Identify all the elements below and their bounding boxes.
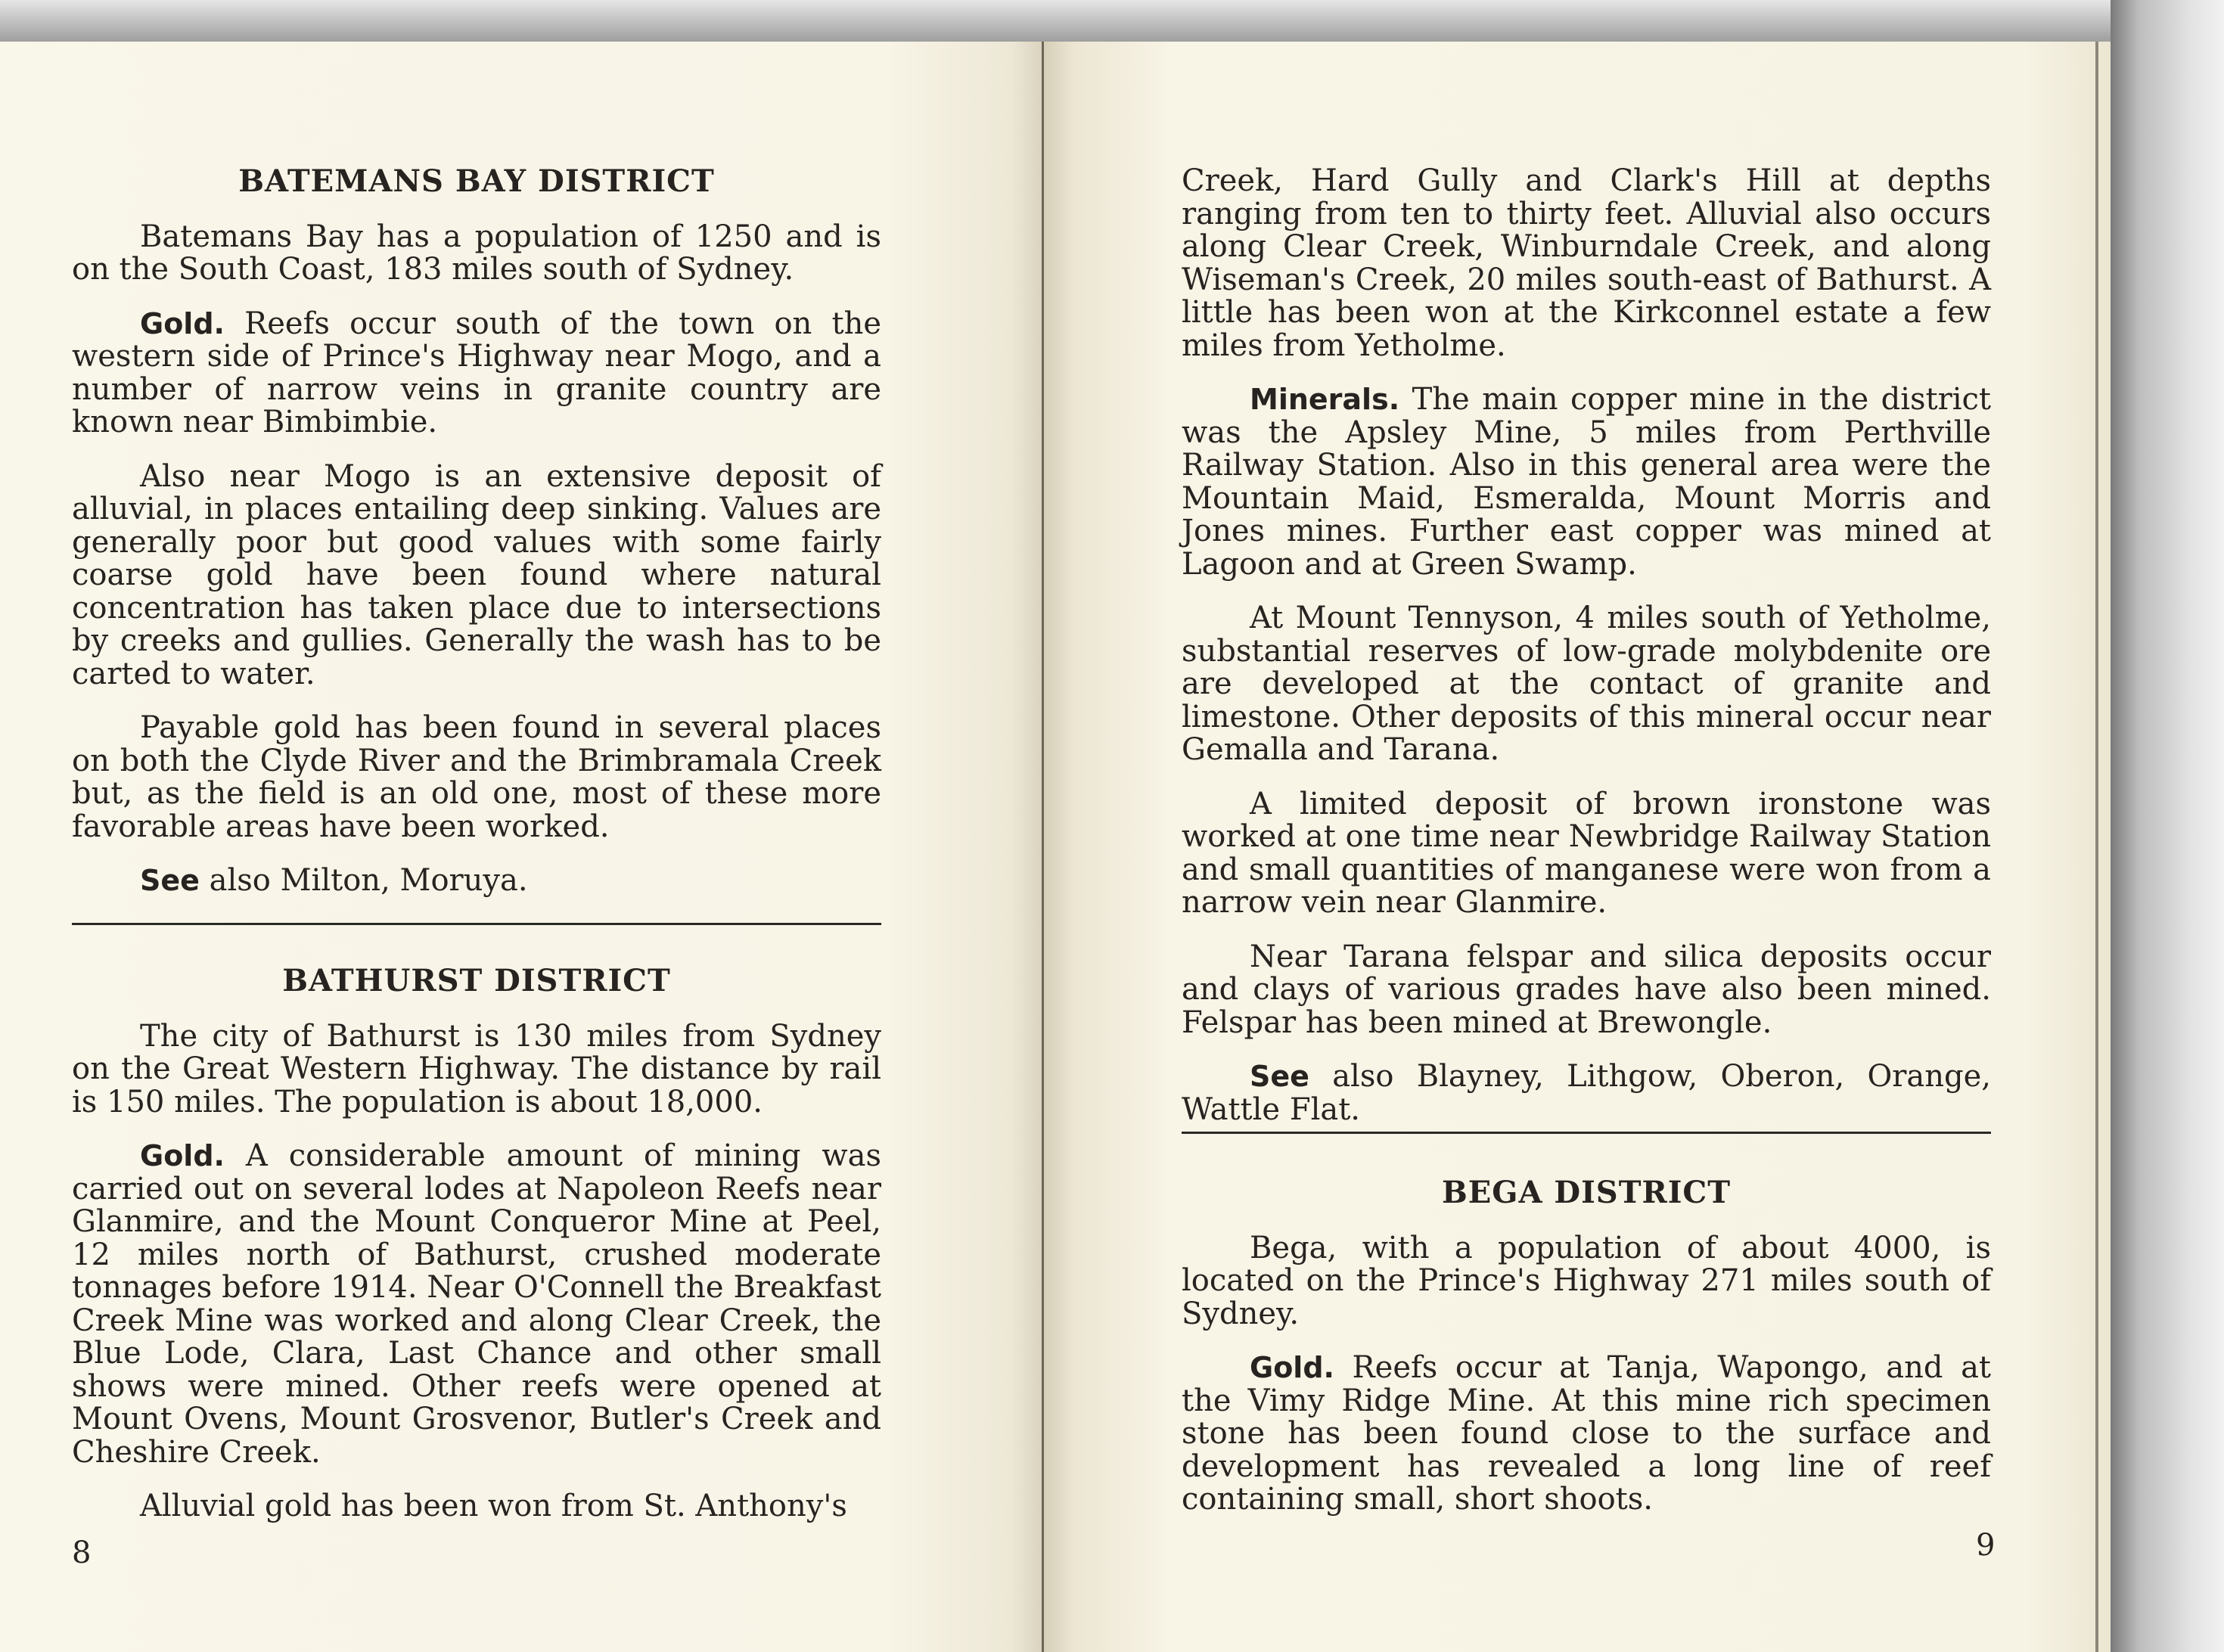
batemans-gold-paragraph: [72, 308, 881, 439]
gold-text: Reefs occur at Tanja, Wapongo, and at the Vimy Ridge Mine. At this mine rich specimen stone has been found close to the surface and development has revealed a long line of reef containing small, short shoots.: [1182, 1350, 1991, 1517]
section-heading-batemans-bay: BATEMANS BAY DISTRICT: [238, 163, 715, 199]
gold-lead: Gold.: [140, 306, 225, 340]
gold-lead: Gold.: [140, 1139, 225, 1172]
scanner-top-edge: [0, 0, 2224, 42]
bathurst-ironstone-paragraph: A limited deposit of brown ironstone was worked at one time near Newbridge Railway Station and small quantities of manganese were won from a narrow vein near Glanmire.: [1182, 786, 1991, 920]
bathurst-alluvial-paragraph: Alluvial gold has been won from St. Anthony's: [140, 1489, 847, 1523]
book-gutter: [1042, 42, 1044, 1652]
bathurst-intro: The city of Bathurst is 130 miles from Sydney on the Great Western Highway. The distance by rail is 150 miles. The population is about 18,000.: [72, 1018, 881, 1119]
bathurst-tennyson-paragraph: At Mount Tennyson, 4 miles south of Yetholme, substantial reserves of low-grade molybdenite ore are developed at the contact of granite and limestone. Other deposits of this mineral occur near Gemalla and Tarana.: [1182, 601, 1991, 767]
gold-text: A considerable amount of mining was carried out on several lodes at Napoleon Reefs near Glanmire, and the Mount Conqueror Mine at Peel, 12 miles north of Bathurst, crushed moderate tonnages before 1914. Near O'Connell the Breakfast Creek Mine was worked and along Clear Creek, the Blue Lode, Clara, Last Chance and other small shows were mined. Other reefs were opened at Mount Ovens, Mount Grosvenor, Butler's Creek and Cheshire Creek.: [72, 1138, 881, 1470]
batemans-mogo-paragraph: Also near Mogo is an extensive deposit of alluvial, in places entailing deep sinking. Values are generally poor but good values with some fairly coarse gold have been found where natural concentration has taken place due to intersections by creeks and gullies. Generally the wash has to be carted to water.: [72, 458, 881, 691]
batemans-intro: Batemans Bay has a population of 1250 and is on the South Coast, 183 miles south of Sydney.: [72, 219, 881, 287]
bathurst-minerals-paragraph: [1182, 384, 1991, 581]
bathurst-alluvial-continued: Creek, Hard Gully and Clark's Hill at depths ranging from ten to thirty feet. Alluvial also occurs along Clear Creek, Winburndale Creek, and along Wiseman's Creek, 20 miles south-east of Bathurst. A little has been won at the Kirkconnel estate a few miles from Yetholme.: [1182, 163, 1991, 363]
bathurst-section: [72, 964, 881, 1545]
page-number-right: 9: [1976, 1528, 1996, 1563]
minerals-lead: Minerals.: [1250, 383, 1400, 416]
page-number-left: 8: [72, 1536, 92, 1570]
batemans-bay-section: [72, 165, 881, 919]
bathurst-continued-section: [1182, 165, 1991, 1147]
see-text: also Blayney, Lithgow, Oberon, Orange, Wattle Flat.: [1182, 1059, 1991, 1127]
bega-section: [1182, 1176, 1991, 1538]
see-lead: See: [140, 864, 200, 897]
gold-text: Reefs occur south of the town on the western side of Prince's Highway near Mogo, and a number of narrow veins in granite country are known near Bimbimbie.: [72, 306, 881, 439]
bega-intro: Bega, with a population of about 4000, is located on the Prince's Highway 271 miles south of Sydney.: [1182, 1230, 1991, 1331]
bega-gold-paragraph: [1182, 1352, 1991, 1517]
gold-lead: Gold.: [1250, 1351, 1334, 1384]
scanner-right-edge: [2111, 0, 2224, 1652]
batemans-payable-paragraph: Payable gold has been found in several places on both the Clyde River and the Brimbramala Creek but, as the field is an old one, most of these more favorable areas have been worked.: [72, 710, 881, 844]
page-edge: [2095, 42, 2098, 1652]
see-text: also Milton, Moruya.: [199, 863, 528, 898]
section-divider: [72, 923, 881, 925]
section-heading-bega: BEGA DISTRICT: [1441, 1175, 1732, 1210]
see-lead: See: [1250, 1060, 1309, 1093]
section-divider: [1182, 1132, 1991, 1134]
batemans-see-also: [72, 865, 881, 898]
section-heading-bathurst: BATHURST DISTRICT: [282, 963, 671, 998]
bathurst-felspar-paragraph: Near Tarana felspar and silica deposits occur and clays of various grades have also been mined. Felspar has been mined at Brewongle.: [1182, 939, 1991, 1040]
bathurst-see-also: [1182, 1060, 1991, 1126]
bathurst-gold-paragraph: [72, 1140, 881, 1469]
minerals-text: The main copper mine in the district was the Apsley Mine, 5 miles from Perthville Railway Station. Also in this general area were the Mountain Maid, Esmeralda, Mount Morris and Jones mines. Further east copper was mined at Lagoon and at Green Swamp.: [1182, 382, 1991, 582]
